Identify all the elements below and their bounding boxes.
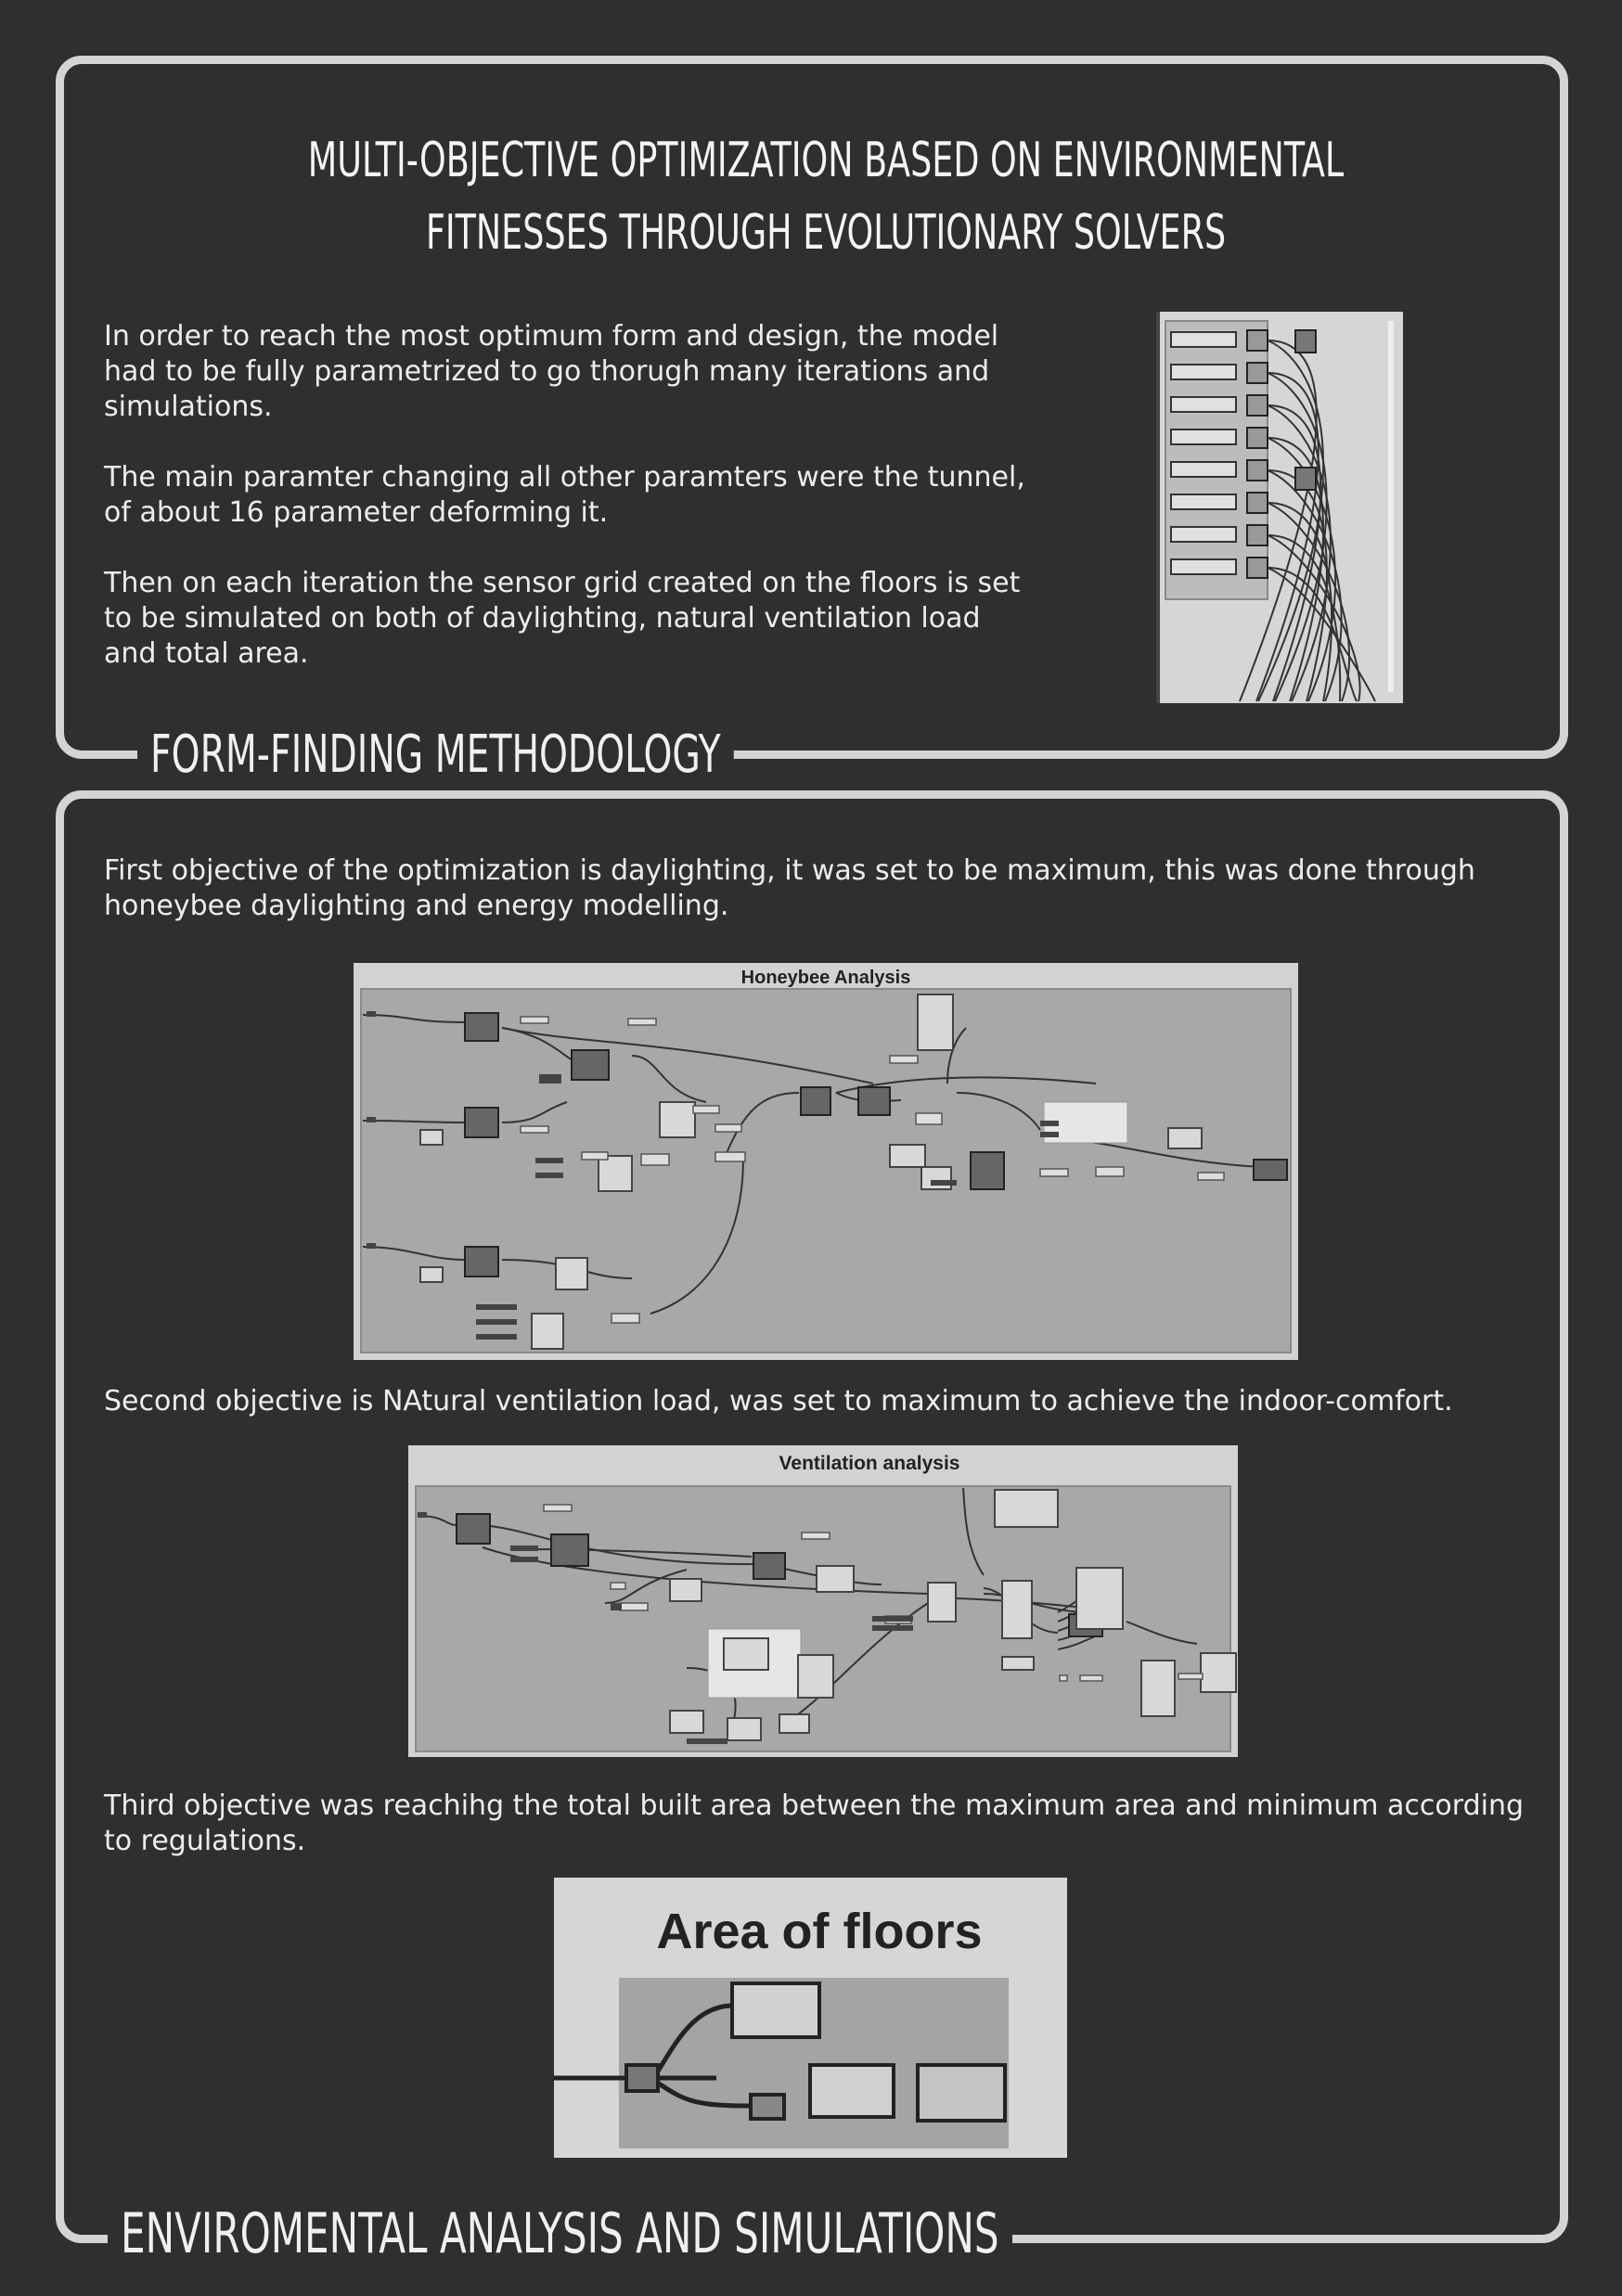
- area-of-floors-figure: [554, 1878, 1067, 2158]
- area-of-floors-caption: Area of floors: [656, 1904, 983, 1959]
- parameter-definition-image: [1156, 312, 1403, 703]
- objective-3-text: Third objective was reachihg the total built area between the maximum area and minimum according to regulations.: [104, 1789, 1524, 1857]
- ventilation-analysis-caption: Ventilation analysis: [779, 1453, 960, 1474]
- honeybee-analysis-caption: Honeybee Analysis: [740, 968, 911, 988]
- section-label-environmental-analysis: ENVIROMENTAL ANALYSIS AND SIMULATIONS: [108, 2206, 1012, 2262]
- page-title-line-2: FITNESSES THROUGH EVOLUTIONARY SOLVERS: [425, 205, 1227, 261]
- methodology-paragraph-2: The main paramter changing all other paramters were the tunnel, of about 16 parameter deforming it.: [104, 461, 1025, 529]
- methodology-paragraph-1: In order to reach the most optimum form and design, the model had to be fully parametrized to go thorugh many iterations and simulations.: [104, 320, 999, 423]
- honeybee-analysis-figure: [354, 963, 1298, 1360]
- objective-1-text: First objective of the optimization is daylighting, it was set to be maximum, this was done through honeybee daylighting and energy modelling.: [104, 854, 1475, 922]
- ventilation-analysis-figure: [408, 1445, 1238, 1757]
- methodology-paragraph-3: Then on each iteration the sensor grid created on the floors is set to be simulated on both of daylighting, natural ventilation load and total area.: [104, 567, 1021, 670]
- page-title-line-1: MULTI-OBJECTIVE OPTIMIZATION BASED ON ENVIRONMENTAL: [307, 133, 1345, 188]
- objective-2-text: Second objective is NAtural ventilation load, was set to maximum to achieve the indoor-comfort.: [104, 1385, 1453, 1417]
- section-label-form-finding: FORM-FINDING METHODOLOGY: [137, 729, 734, 781]
